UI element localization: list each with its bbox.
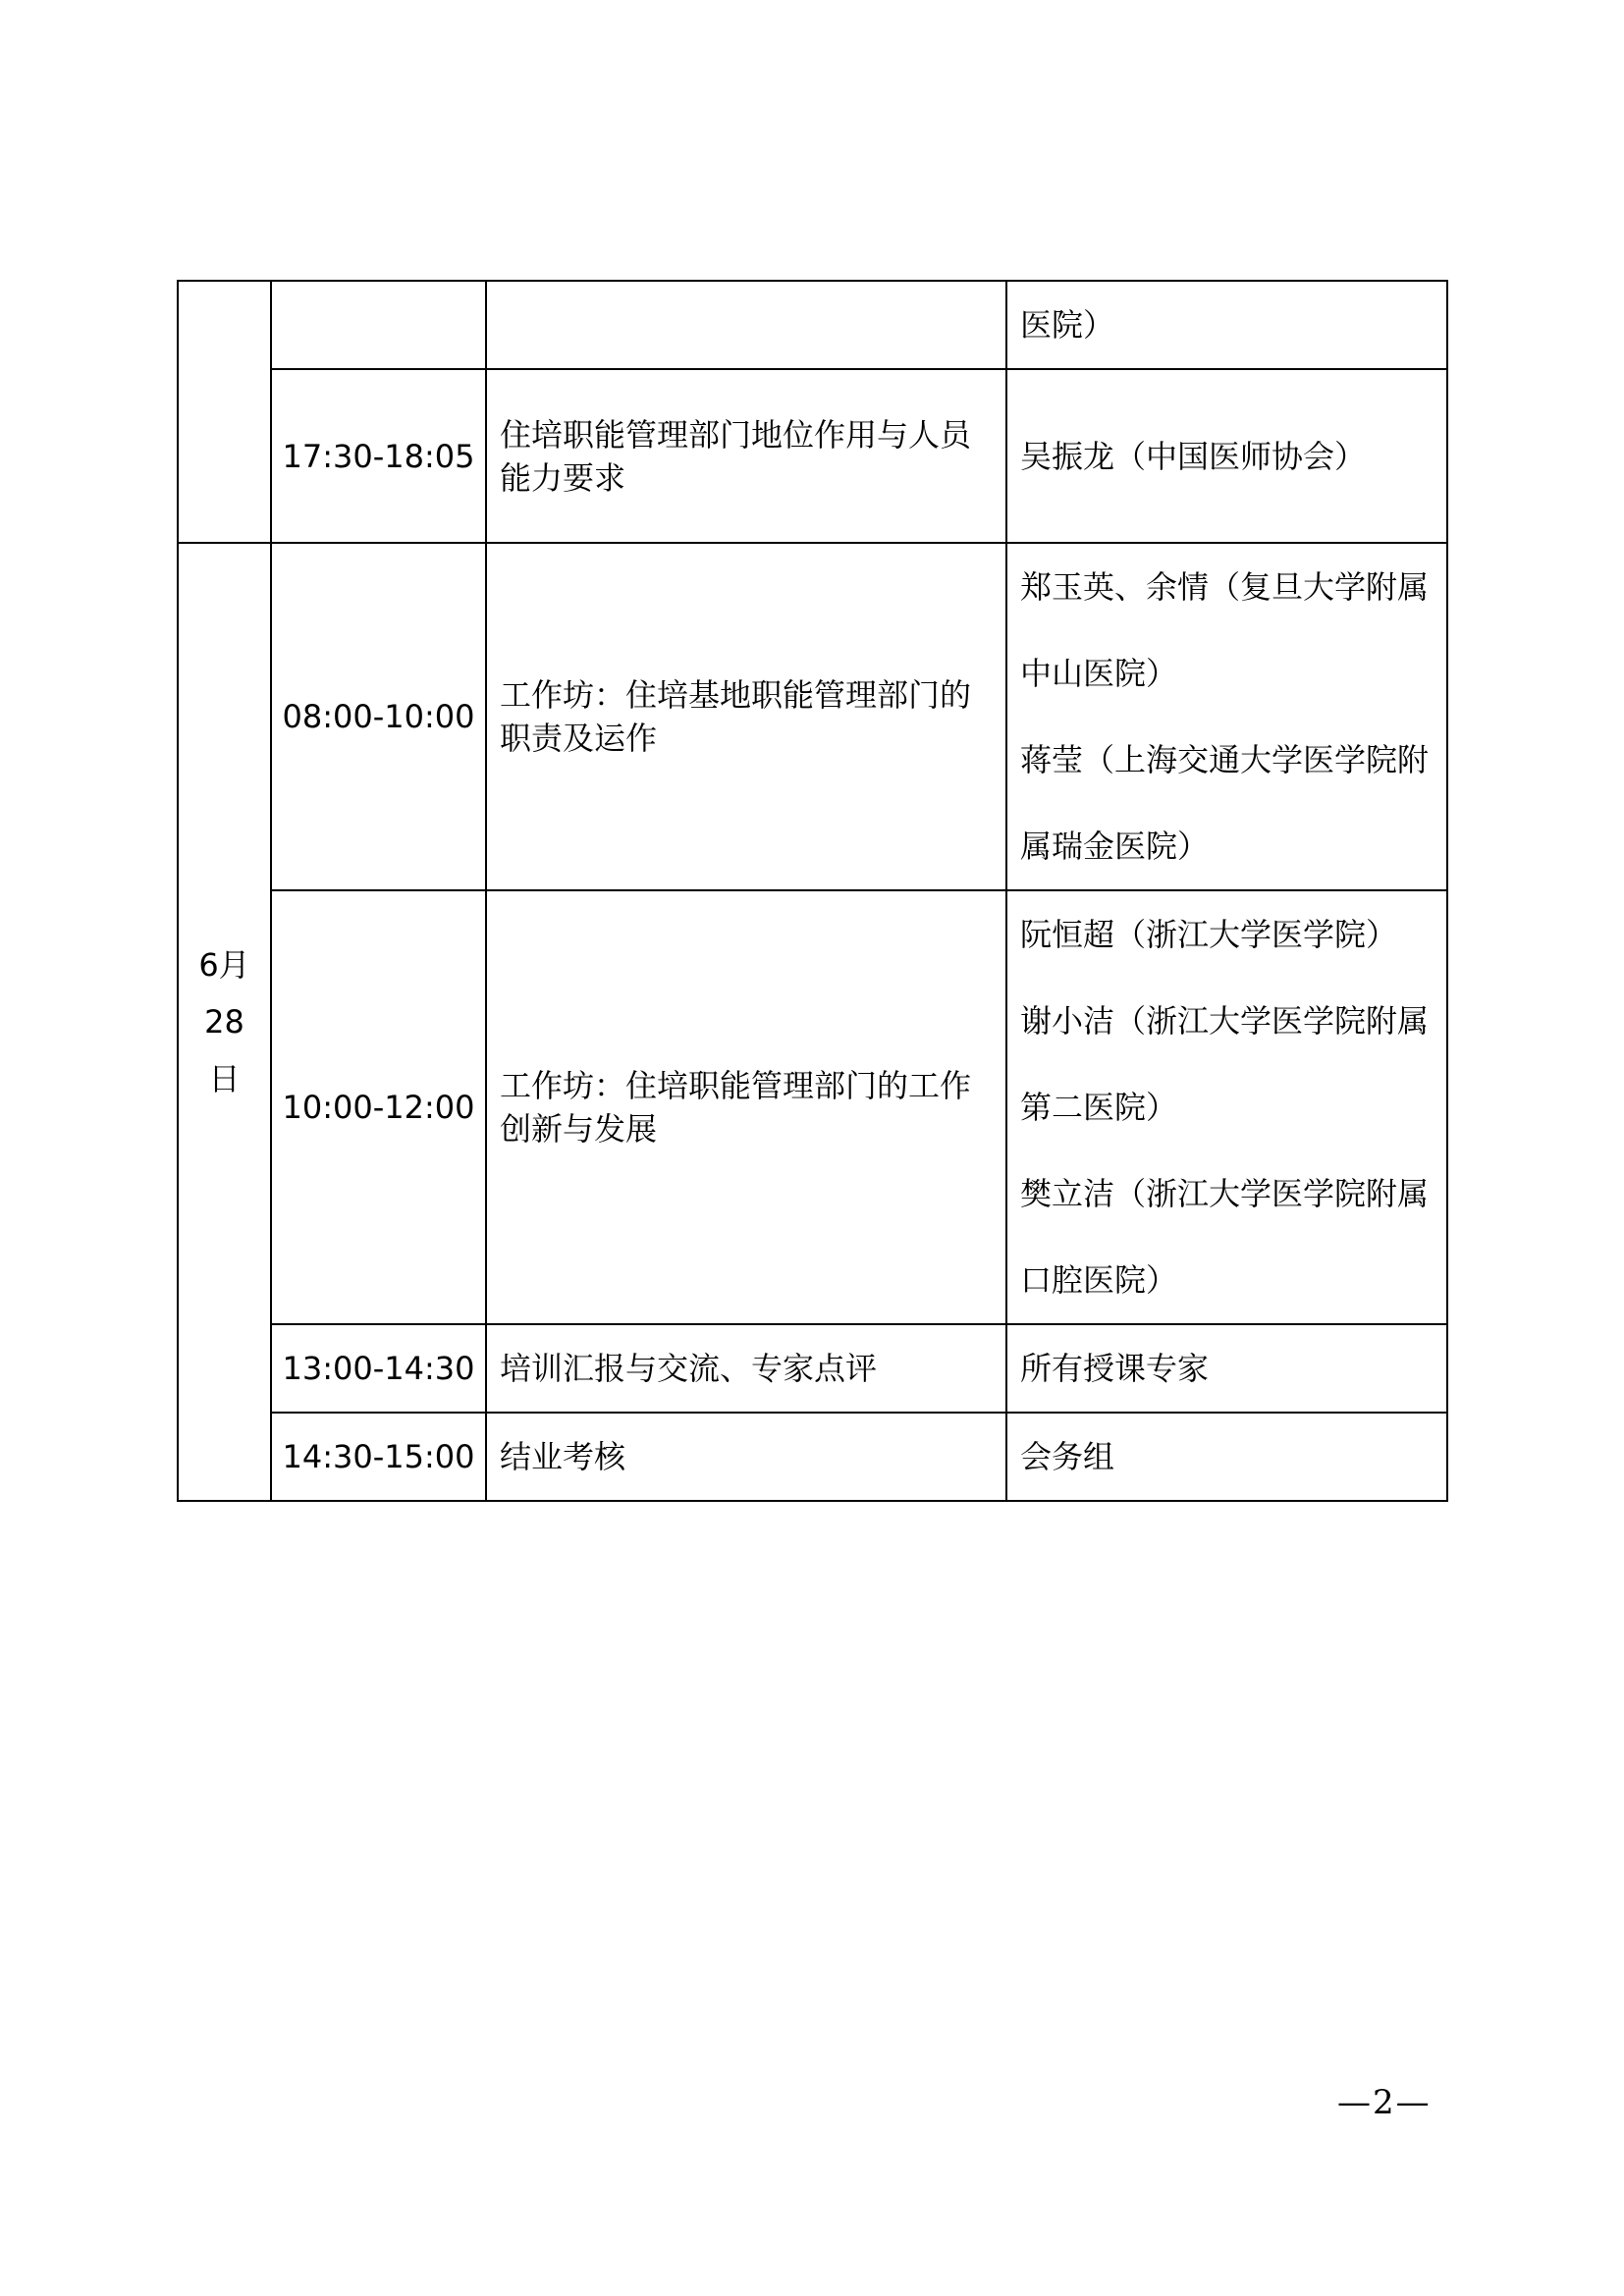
topic-cell: 工作坊：住培基地职能管理部门的职责及运作 (486, 543, 1006, 890)
speaker-line: 郑玉英、余情（复旦大学附属中山医院） (1020, 568, 1430, 692)
topic-cell (486, 281, 1006, 369)
speaker-line: 樊立洁（浙江大学医学院附属口腔医院） (1020, 1175, 1430, 1299)
speaker-cell (1006, 1413, 1447, 1501)
speaker-line: 阮恒超（浙江大学医学院） (1020, 916, 1398, 953)
speaker-cell (1006, 369, 1447, 543)
time-cell: 17:30-18:05 (271, 369, 486, 543)
speaker-cell (1006, 1324, 1447, 1413)
date-cell (178, 543, 271, 1501)
topic-cell: 结业考核 (486, 1413, 1006, 1501)
schedule-table (177, 280, 1448, 1502)
topic-cell: 住培职能管理部门地位作用与人员能力要求 (486, 369, 1006, 543)
speaker-cell (1006, 281, 1447, 369)
time-cell: 14:30-15:00 (271, 1413, 486, 1501)
table-row (178, 281, 1447, 369)
time-cell: 10:00-12:00 (271, 890, 486, 1324)
date-cell-empty (178, 281, 271, 543)
date-day-suffix: 日 (208, 1060, 241, 1097)
speaker-line: 谢小洁（浙江大学医学院附属第二医院） (1020, 1002, 1430, 1126)
speaker-line: 医院） (1020, 306, 1115, 344)
speaker-line: 会务组 (1020, 1438, 1115, 1475)
page-number: —2— (1337, 2083, 1432, 2122)
date-day: 28 (204, 1003, 244, 1041)
topic-cell: 工作坊：住培职能管理部门的工作创新与发展 (486, 890, 1006, 1324)
speaker-line: 所有授课专家 (1020, 1350, 1210, 1387)
speaker-line: 蒋莹（上海交通大学医学院附属瑞金医院） (1020, 741, 1430, 865)
table-row (178, 1324, 1447, 1413)
table-row (178, 369, 1447, 543)
time-cell (271, 281, 486, 369)
speaker-cell (1006, 890, 1447, 1324)
speaker-line: 吴振龙（中国医师协会） (1020, 437, 1367, 475)
table-row (178, 890, 1447, 1324)
table-row (178, 543, 1447, 890)
table-row (178, 1413, 1447, 1501)
speaker-cell (1006, 543, 1447, 890)
topic-cell: 培训汇报与交流、专家点评 (486, 1324, 1006, 1413)
date-month: 6月 (198, 946, 250, 984)
time-cell: 08:00-10:00 (271, 543, 486, 890)
time-cell: 13:00-14:30 (271, 1324, 486, 1413)
